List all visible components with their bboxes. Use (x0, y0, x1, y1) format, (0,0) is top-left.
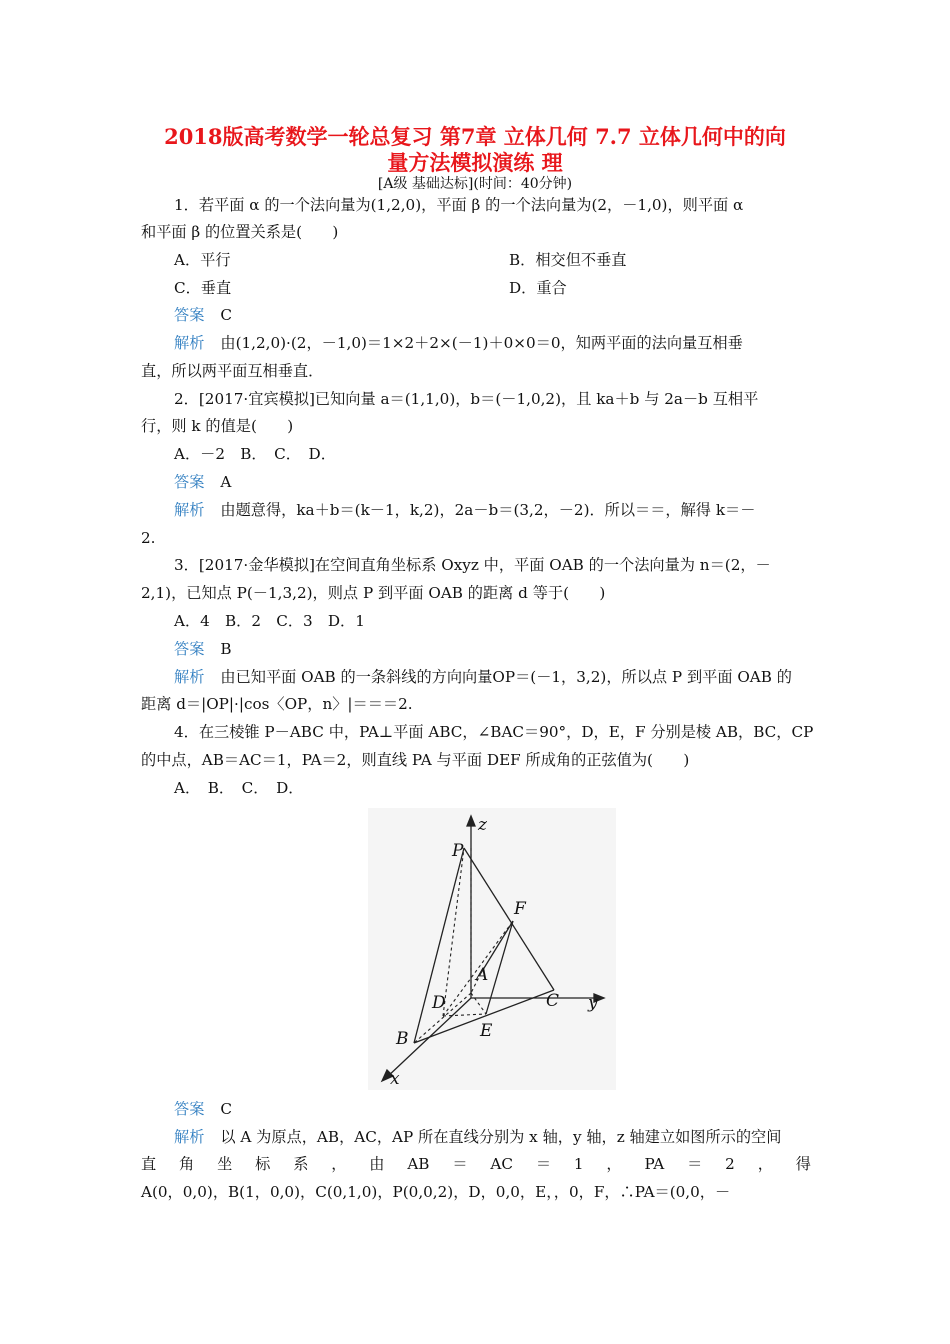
analysis-tag: 解析 (174, 1128, 205, 1146)
q2-analysis-line-1 (174, 500, 755, 520)
q1-option-d: D．重合 (509, 279, 567, 297)
spread-cell: 角 (179, 1155, 195, 1173)
answer-tag: 答案 (174, 473, 205, 491)
q2-analysis-line-2: 2. (141, 529, 156, 547)
section-subtitle: [A级 基础达标](时间：40分钟) (377, 176, 573, 192)
analysis-tag: 解析 (174, 501, 205, 519)
q4-analysis-line-2 (141, 1154, 811, 1174)
label-z: z (478, 815, 487, 835)
spread-cell: ， (606, 1155, 622, 1173)
q2-stem-line-2: 行，则 k 的值是( ) (141, 417, 294, 435)
spread-cell: AB (407, 1155, 430, 1173)
analysis-tag: 解析 (174, 334, 205, 352)
q1-option-c: C．垂直 (174, 279, 232, 297)
page-title (110, 124, 840, 176)
spread-cell: 系 (293, 1155, 309, 1173)
q4-stem-line-2: 的中点，AB＝AC＝1，PA＝2，则直线 PA 与平面 DEF 所成角的正弦值为( ) (141, 751, 690, 769)
q4-analysis-line-3: A(0，0,0)，B(1，0,0)，C(0,1,0)，P(0,0,2)，D，0,0，E，，0，F，∴PA＝(0,0，－ (141, 1183, 731, 1201)
q4-stem-line-1: 4．在三棱锥 P－ABC 中，PA⊥平面 ABC，∠BAC＝90°，D，E，F 分别是棱 AB，BC，CP (174, 723, 814, 741)
label-F: F (514, 899, 526, 919)
q3-stem-line-1: 3．[2017·金华模拟]在空间直角坐标系 Oxyz 中，平面 OAB 的一个法向量为 n＝(2，－ (174, 556, 771, 574)
q1-stem-line-2: 和平面 β 的位置关系是( ) (141, 223, 339, 241)
label-P: P (452, 841, 464, 861)
label-B: B (396, 1029, 409, 1049)
answer-value: A (220, 473, 232, 491)
q2-stem-line-1: 2．[2017·宜宾模拟]已知向量 a＝(1,1,0)，b＝(－1,0,2)，且 ka＋b 与 2a－b 互相平 (174, 390, 759, 408)
spread-cell: ， (331, 1155, 347, 1173)
spread-cell: 直 (141, 1155, 157, 1173)
analysis-text: 由题意得，ka＋b＝(k－1，k,2)，2a－b＝(3,2，－2)．所以＝＝，解得 k＝－ (220, 501, 756, 519)
title-line-2: 量方法模拟演练 理 (387, 150, 563, 175)
spread-cell: 2 (725, 1155, 735, 1173)
label-D: D (432, 993, 446, 1013)
q3-stem-line-2: 2,1)，已知点 P(－1,3,2)，则点 P 到平面 OAB 的距离 d 等于( ) (141, 584, 606, 602)
analysis-text: 以 A 为原点，AB，AC，AP 所在直线分别为 x 轴，y 轴，z 轴建立如图所示的空间 (220, 1128, 782, 1146)
label-y: y (588, 993, 598, 1013)
spread-cell: 标 (255, 1155, 271, 1173)
answer-tag: 答案 (174, 306, 205, 324)
label-E: E (480, 1021, 493, 1041)
q2-options: A．－2 B． C． D． (174, 445, 336, 463)
q3-answer (174, 639, 232, 659)
analysis-text: 由(1,2,0)·(2，－1,0)＝1×2＋2×(－1)＋0×0＝0，知两平面的法向量互相垂 (220, 334, 743, 352)
label-C: C (546, 991, 560, 1011)
q4-answer (174, 1099, 232, 1119)
answer-value: C (220, 306, 232, 324)
analysis-tag: 解析 (174, 668, 205, 686)
tetrahedron-figure (368, 808, 616, 1090)
q1-option-b: B．相交但不垂直 (509, 251, 627, 269)
spread-cell: ＝ (452, 1155, 468, 1173)
q3-analysis-line-1 (174, 667, 792, 687)
answer-tag: 答案 (174, 640, 205, 658)
spread-cell: ＝ (535, 1155, 552, 1173)
label-x: x (390, 1069, 400, 1089)
q1-stem-line-1: 1．若平面 α 的一个法向量为(1,2,0)，平面 β 的一个法向量为(2，－1,0)，则平面 α (174, 196, 744, 214)
analysis-text: 由已知平面 OAB 的一条斜线的方向向量OP＝(－1，3,2)，所以点 P 到平面 OAB 的 (220, 668, 792, 686)
q1-option-a: A．平行 (174, 251, 231, 269)
label-A: A (476, 965, 489, 985)
spread-cell: 坐 (217, 1155, 233, 1173)
title-line-1: 2018版高考数学一轮总复习 第7章 立体几何 7.7 立体几何中的向 (164, 124, 786, 149)
answer-tag: 答案 (174, 1100, 205, 1118)
q3-analysis-line-2: 距离 d＝|OP|·|cos〈OP，n〉|＝＝＝2. (141, 695, 413, 713)
q2-answer (174, 472, 231, 492)
spread-cell: ， (757, 1155, 773, 1173)
spread-cell: 1 (573, 1155, 584, 1173)
spread-cell: ＝ (687, 1155, 703, 1173)
answer-value: C (220, 1100, 232, 1118)
spread-cell: 得 (795, 1155, 811, 1173)
spread-cell: PA (644, 1155, 665, 1173)
q3-options: A．4 B．2 C．3 D．1 (174, 612, 365, 630)
answer-value: B (220, 640, 232, 658)
spread-cell: 由 (369, 1155, 385, 1173)
spread-cell: AC (490, 1155, 513, 1173)
q1-analysis-line-1 (174, 333, 743, 353)
q4-analysis-line-1 (174, 1127, 781, 1147)
q1-answer (174, 305, 232, 325)
q1-analysis-line-2: 直，所以两平面互相垂直． (141, 362, 324, 380)
q4-options: A． B． C． D． (174, 779, 304, 797)
